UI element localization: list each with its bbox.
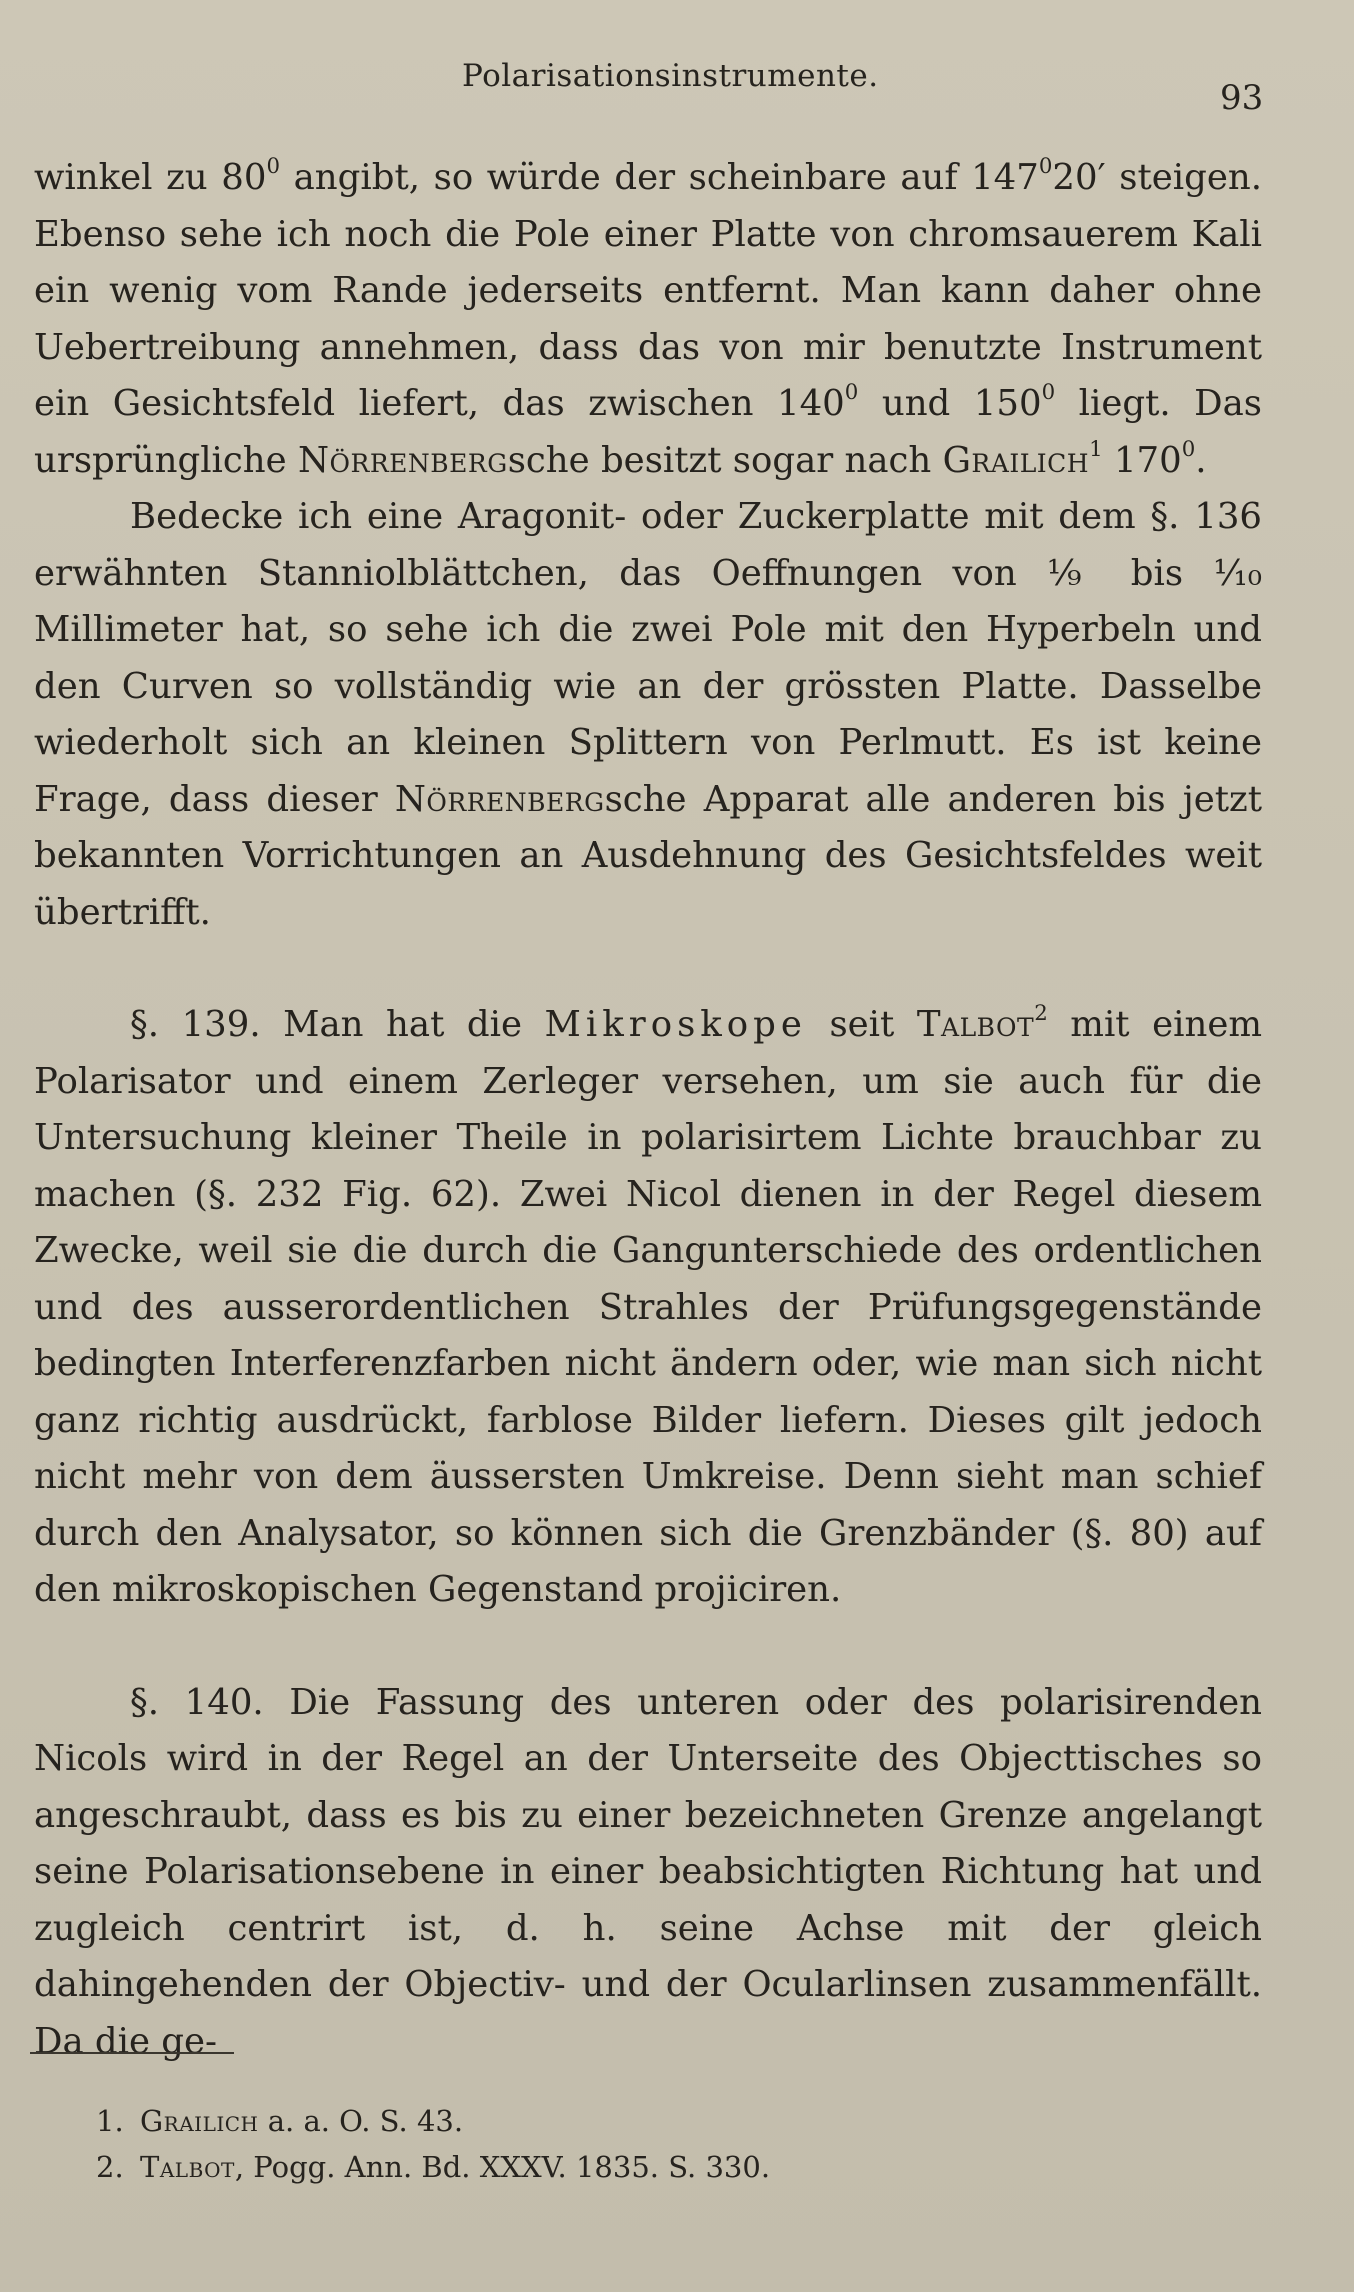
footnote-2: 2. Talbot, Pogg. Ann. Bd. XXXV. 1835. S. 330.: [96, 2150, 771, 2184]
emphasized-term: Mikroskope: [544, 1004, 807, 1045]
body-text: [34, 150, 1262, 2070]
paragraph-1: winkel zu $80^0$ angibt, so würde der scheinbare auf $147^020'$ steigen. Ebenso sehe ich noch die Pole einer Platte von chromsauerem Kali ein wenig vom Rande jederseits entfernt. Man kann daher ohne Uebertreibung annehmen, dass das von mir benutzte Instrument ein Gesichtsfeld liefert, das zwischen $140^0$ und $150^0$ liegt. Das ursprüngliche Nörrenbergsche besitzt sogar nach Grailich$^1$ $170^0$.: [34, 154, 1262, 481]
footnote-1: 1. Grailich a. a. O. S. 43.: [96, 2104, 464, 2138]
fraction: ⅑: [1047, 552, 1101, 594]
page-number: 93: [1220, 78, 1264, 118]
degree-sign: 0: [1181, 436, 1196, 462]
paragraph-section-140: §. 140. Die Fassung des unteren oder des polarisirenden Nicols wird in der Regel an der Unterseite des Objecttisches so angeschraubt, dass es bis zu einer bezeichneten Grenze angelangt seine Polarisationsebene in einer beabsichtigten Richtung hat und zugleich centrirt ist, d. h. seine Achse mit der gleich dahingehenden der Objectiv- und der Ocularlinsen zusammenfällt. Da die ge-: [34, 1681, 1262, 2062]
author-name: Grailich: [942, 439, 1090, 481]
author-name: Nörrenberg: [297, 439, 508, 481]
paragraph-section-139: §. 139. Man hat die Mikroskope seit Talbot$^2$ mit einem Polarisator und einem Zerleger versehen, um sie auch für die Untersuchung kleiner Theile in polarisirtem Lichte brauchbar zu machen (§. 232 Fig. 62). Zwei Nicol dienen in der Regel diesem Zwecke, weil sie die durch die Gangunterschiede des ordentlichen und des ausserordentlichen Strahles der Prüfungsgegenstände bedingten Interferenzfarben nicht ändern oder, wie man sich nicht ganz richtig ausdrückt, farblose Bilder liefern. Dieses gilt jedoch nicht mehr von dem äussersten Umkreise. Denn sieht man schief durch den Analysator, so können sich die Grenzbänder (§. 80) auf den mikroskopischen Gegenstand projiciren.: [34, 1001, 1262, 1610]
degree-sign: 0: [844, 380, 859, 406]
degree-sign: 0: [1038, 154, 1053, 180]
running-title: Polarisationsinstrumente.: [462, 58, 879, 94]
footnotes: [96, 2098, 1196, 2190]
footnote-ref-2: 2: [1034, 1001, 1048, 1027]
footnote-rule: [30, 2052, 234, 2054]
degree-sign: 0: [1041, 380, 1056, 406]
author-name: Talbot: [916, 1004, 1035, 1045]
fraction: ⅒: [1213, 552, 1262, 594]
footnote-ref-1: 1: [1089, 436, 1103, 462]
paragraph-2: Bedecke ich eine Aragonit- oder Zuckerplatte mit dem §. 136 erwähnten Stanniolblättchen, das Oeffnungen von ⅑ bis ⅒ Millimeter hat, so sehe ich die zwei Pole mit den Hyperbeln und den Curven so vollständig wie an der grössten Platte. Dasselbe wiederholt sich an kleinen Splittern von Perlmutt. Es ist keine Frage, dass dieser Nörrenbergsche Apparat alle anderen bis jetzt bekannten Vorrichtungen an Ausdehnung des Gesichtsfeldes weit übertrifft.: [34, 496, 1262, 933]
author-name: Grailich: [140, 2104, 259, 2138]
degree-sign: 0: [266, 154, 280, 180]
author-name: Nörrenberg: [394, 778, 605, 820]
author-name: Talbot: [140, 2150, 235, 2184]
